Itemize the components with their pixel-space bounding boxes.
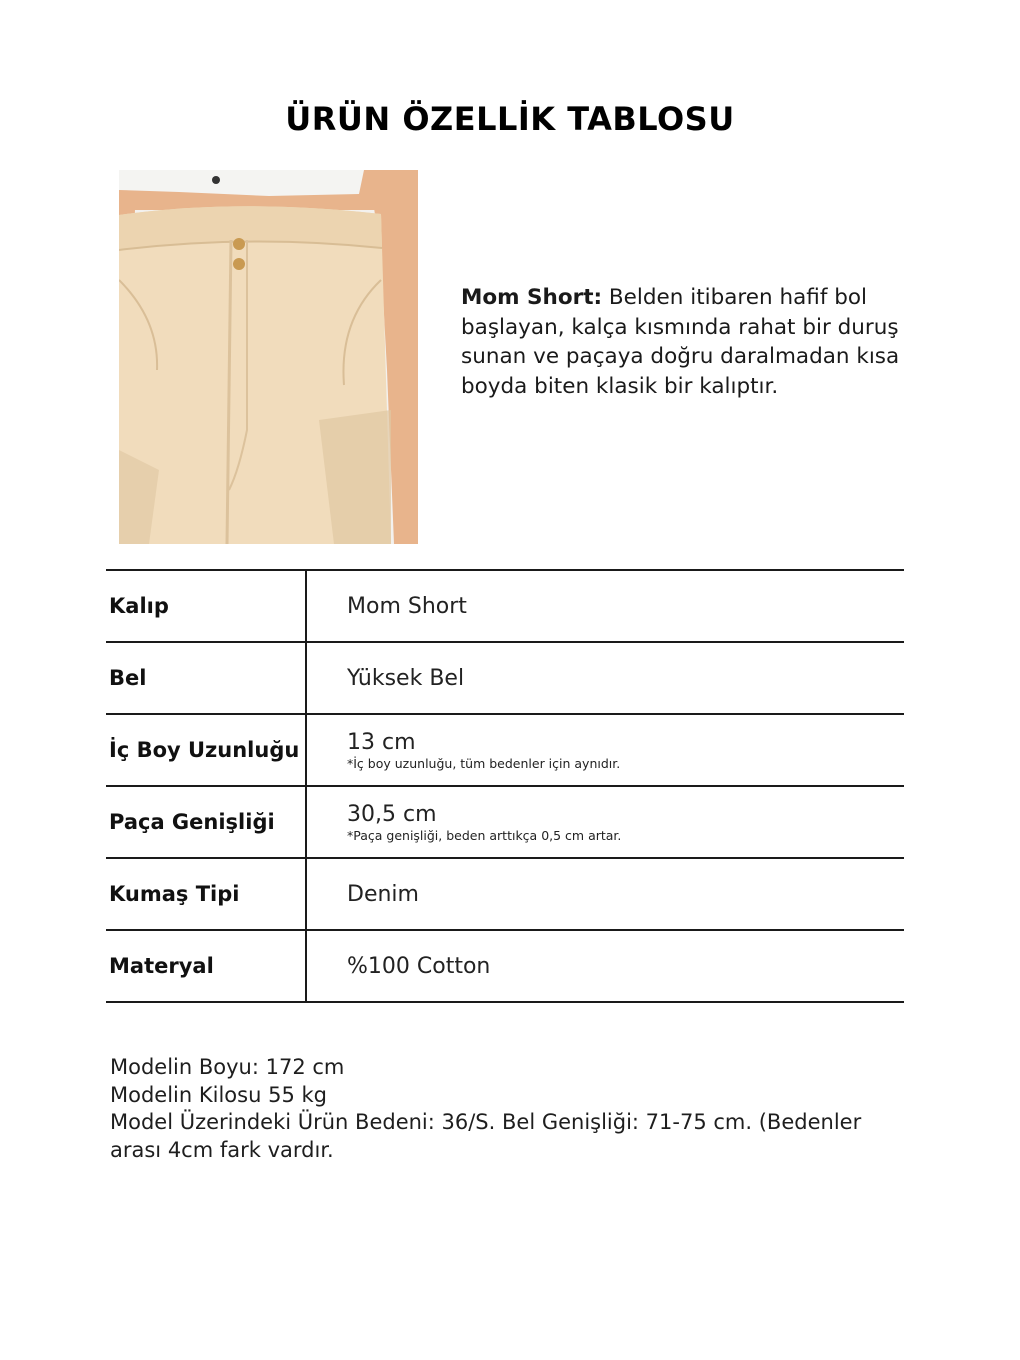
spec-label: İç Boy Uzunluğu bbox=[106, 715, 307, 785]
spec-label: Materyal bbox=[106, 931, 307, 1001]
product-description bbox=[461, 283, 901, 401]
spec-value: Yüksek Bel bbox=[347, 665, 465, 691]
spec-row bbox=[106, 641, 904, 713]
description-text: Belden itibaren hafif bol başlayan, kalça kısmında rahat bir duruş sunan ve paçaya doğru daralmadan kısa boyda biten klasik bir kalıptır. bbox=[461, 285, 900, 399]
model-weight: Modelin Kilosu 55 kg bbox=[110, 1082, 327, 1107]
spec-value: %100 Cotton bbox=[347, 953, 491, 979]
model-info bbox=[110, 1054, 900, 1164]
spec-value-cell bbox=[347, 787, 621, 857]
spec-row bbox=[106, 569, 904, 641]
spec-label: Kalıp bbox=[106, 571, 307, 641]
spec-row bbox=[106, 713, 904, 785]
spec-row bbox=[106, 857, 904, 929]
spec-note: *İç boy uzunluğu, tüm bedenler için aynıdır. bbox=[347, 755, 621, 771]
spec-value: Mom Short bbox=[347, 593, 467, 619]
page-title: ÜRÜN ÖZELLİK TABLOSU bbox=[285, 100, 735, 138]
beige-mom-short-product-photo-icon bbox=[119, 170, 418, 544]
spec-value-cell bbox=[347, 859, 419, 929]
spec-value-cell bbox=[347, 571, 467, 641]
spec-row bbox=[106, 785, 904, 857]
spec-value-cell bbox=[347, 931, 490, 1001]
spec-label: Bel bbox=[106, 643, 307, 713]
spec-value: Denim bbox=[347, 881, 419, 907]
spec-value-cell bbox=[347, 643, 464, 713]
spec-row bbox=[106, 929, 904, 1003]
spec-value: 13 cm bbox=[347, 729, 416, 755]
model-height: Modelin Boyu: 172 cm bbox=[110, 1055, 345, 1079]
spec-value-cell bbox=[347, 715, 620, 785]
spec-table bbox=[106, 569, 904, 1003]
spec-value: 30,5 cm bbox=[347, 801, 437, 827]
spec-label: Paça Genişliği bbox=[106, 787, 307, 857]
description-term: Mom Short: bbox=[461, 285, 603, 310]
spec-label: Kumaş Tipi bbox=[106, 859, 307, 929]
product-photo bbox=[119, 170, 418, 544]
spec-note: *Paça genişliği, beden arttıkça 0,5 cm artar. bbox=[347, 827, 622, 843]
model-size: Model Üzerindeki Ürün Bedeni: 36/S. Bel Genişliği: 71-75 cm. (Bedenler arası 4cm fark vardır. bbox=[110, 1110, 862, 1162]
